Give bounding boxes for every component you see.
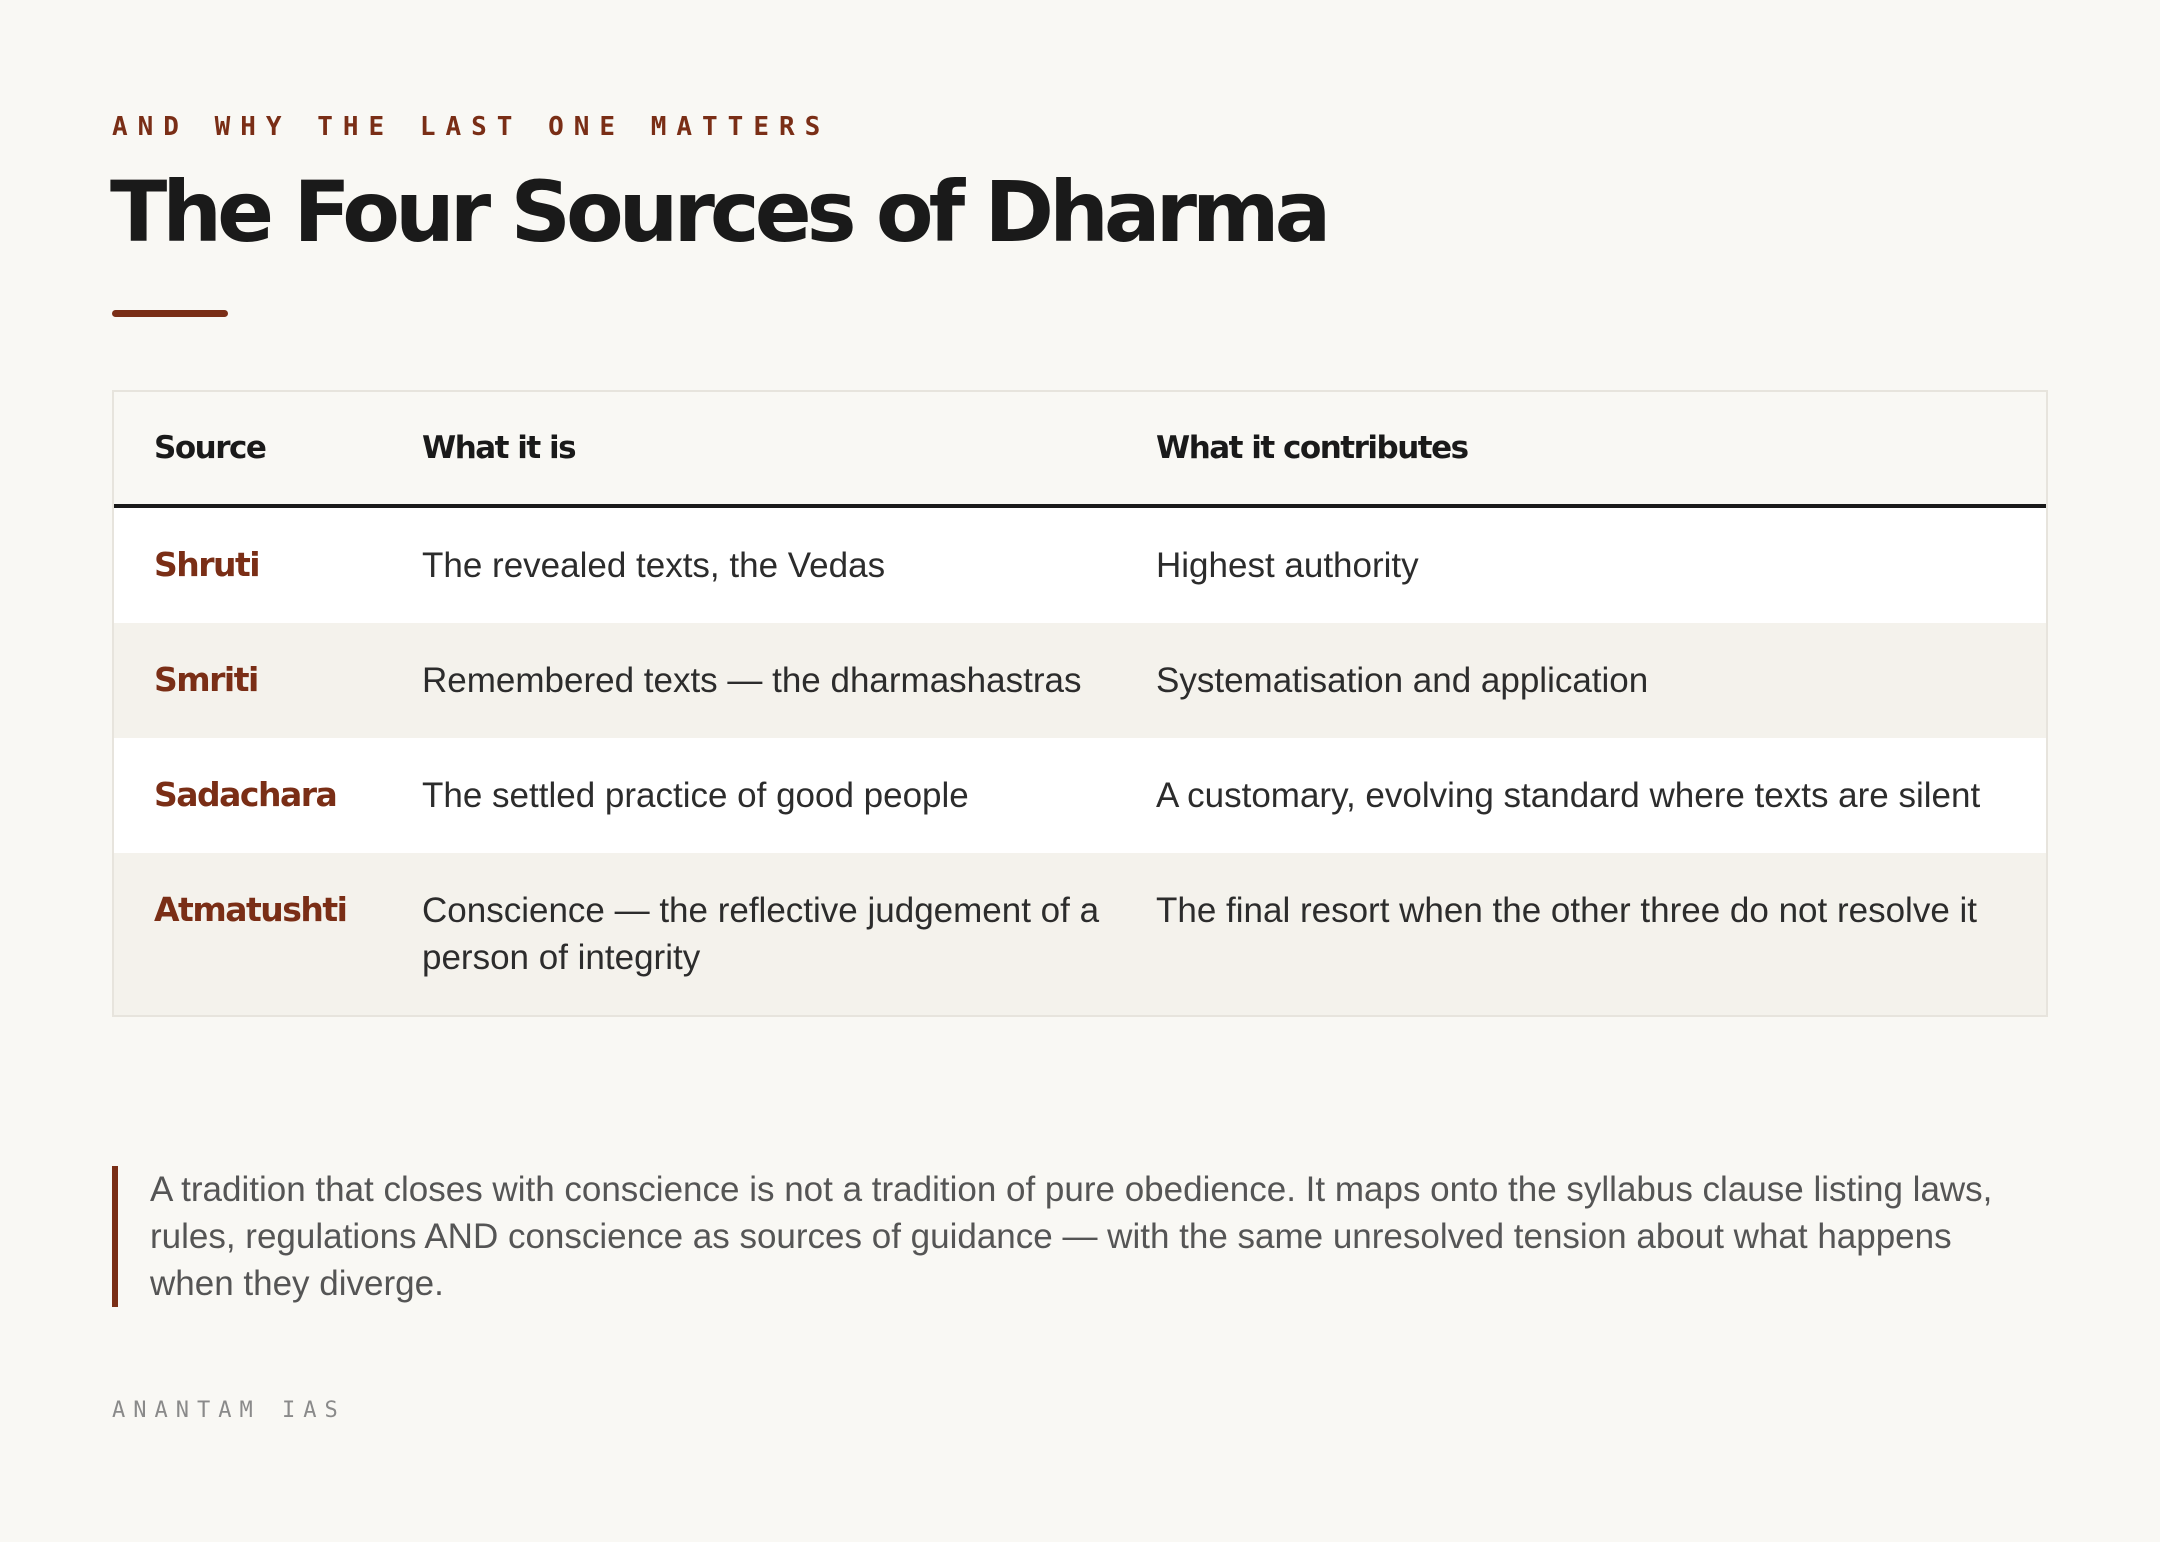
source-contribution: Systematisation and application [1156, 661, 1649, 700]
table-row [114, 623, 2046, 738]
source-description: The settled practice of good people [422, 776, 969, 815]
page-title: The Four Sources of Dharma [110, 163, 1327, 261]
column-header-what-it-is: What it is [422, 430, 576, 466]
sources-table [112, 390, 2048, 1017]
source-name: Shruti [154, 545, 260, 584]
table-header-row [114, 392, 2046, 508]
table-row [114, 738, 2046, 853]
footer-brand: ANANTAM IAS [112, 1398, 346, 1423]
source-description: Remembered texts — the dharmashastras [422, 661, 1082, 700]
title-accent-rule [112, 310, 228, 317]
table-row [114, 508, 2046, 623]
source-contribution: A customary, evolving standard where texts are silent [1156, 776, 1981, 815]
source-description: Conscience — the reflective judgement of a person of integrity [422, 891, 1100, 977]
pull-quote: A tradition that closes with conscience is not a tradition of pure obedience. It maps onto the syllabus clause listing laws, rules, regulations AND conscience as sources of guidance — with the same unresolved tension about what happens when they diverge. [112, 1166, 2012, 1307]
source-description: The revealed texts, the Vedas [422, 546, 886, 585]
column-header-contributes: What it contributes [1156, 430, 1468, 466]
source-name: Smriti [154, 660, 258, 699]
column-header-source: Source [154, 430, 266, 466]
source-name: Sadachara [154, 775, 337, 814]
table-row [114, 853, 2046, 1015]
source-contribution: Highest authority [1156, 546, 1419, 585]
eyebrow-subtitle: AND WHY THE LAST ONE MATTERS [112, 112, 831, 142]
source-name: Atmatushti [154, 890, 347, 929]
source-contribution: The final resort when the other three do not resolve it [1156, 891, 1978, 930]
